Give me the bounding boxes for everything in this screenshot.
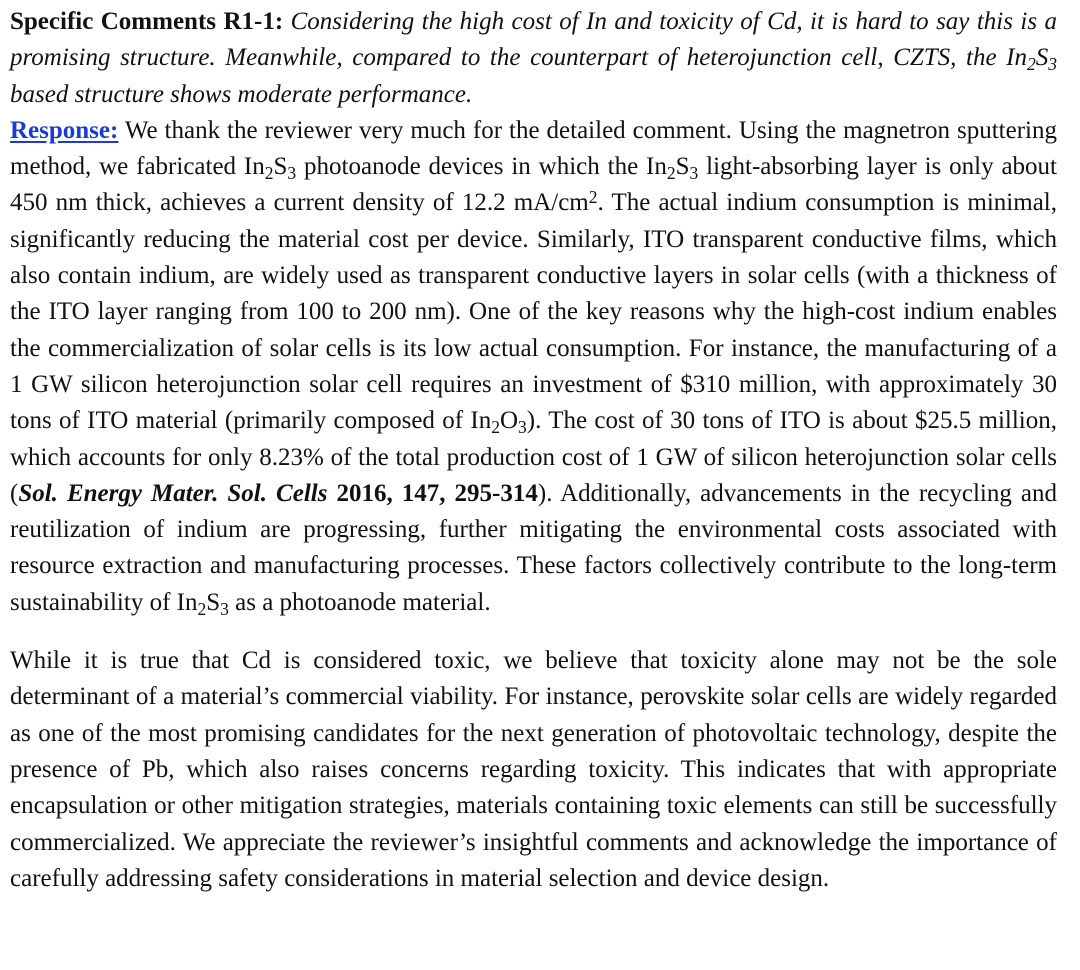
- comment-label: Specific Comments R1-1:: [10, 8, 284, 35]
- comment-text: Considering the high cost of In and toxicity of Cd, it is hard to say this is a promising structure. Meanwhile, compared to the counterpart of heterojunction cell, CZTS, the $In_2S_3$ based structure shows moderate performance.: [10, 8, 1058, 108]
- response-text: We thank the reviewer very much for the detailed comment. Using the magnetron sputtering method, we fabricated $In_2S_3$ photoanode devices in which the $In_2S_3$ light-absorbing layer is only about 450 nm thick, achieves a current density of 12.2 $mA/cm^2$. The actual indium consumption is minimal, significantly reducing the material cost per device. Similarly, ITO transparent conductive films, which also contain indium, are widely used as transparent conductive layers in solar cells (with a thickness of the ITO layer ranging from 100 to 200 nm). One of the key reasons why the high-cost indium enables the commercialization of solar cells is its low actual consumption. For instance, the manufacturing of a 1 GW silicon heterojunction solar cell requires an investment of $310 million, with approximately 30 tons of ITO material (primarily composed of $In_2O_3$). The cost of 30 tons of ITO is about $25.5 million, which accounts for only 8.23% of the total production cost of 1 GW of silicon heterojunction solar cells (Sol. Energy Mater. Sol. Cells 2016, 147, 295-314). Additionally, advancements in the recycling and reutilization of indium are progressing, further mitigating the environmental costs associated with resource extraction and manufacturing processes. These factors collectively contribute to the long-term sustainability of $In_2S_3$ as a photoanode material.: [10, 116, 1058, 619]
- document-page: [10, 4, 1057, 897]
- citation-journal: Sol. Energy Mater. Sol. Cells: [18, 479, 328, 507]
- toxicity-paragraph: While it is true that Cd is considered toxic, we believe that toxicity alone may not be the sole determinant of a material’s commercial viability. For instance, perovskite solar cells are widely regarded as one of the most promising candidates for the next generation of photovoltaic technology, despite the presence of Pb, which also raises concerns regarding toxicity. This indicates that with appropriate encapsulation or other mitigation strategies, materials containing toxic elements can still be successfully commercialized. We appreciate the reviewer’s insightful comments and acknowledge the importance of carefully addressing safety considerations in material selection and device design.: [10, 647, 1057, 892]
- response-label: Response:: [10, 116, 119, 144]
- citation-details: 2016, 147, 295-314: [327, 479, 538, 507]
- specific-comment-paragraph: [10, 4, 1057, 621]
